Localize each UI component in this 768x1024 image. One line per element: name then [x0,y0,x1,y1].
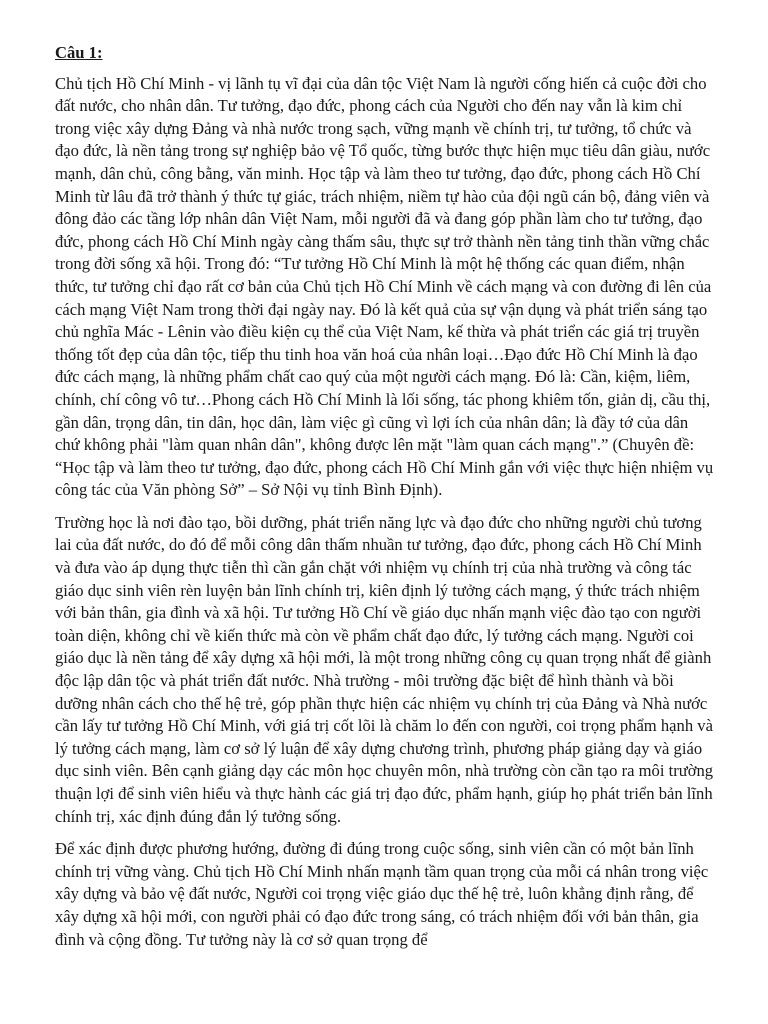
question-heading: Câu 1: [55,43,103,62]
paragraph-2: Trường học là nơi đào tạo, bồi dưỡng, phát triển năng lực và đạo đức cho những người chủ tương lai của đất nước, do đó để mỗi công dân thấm nhuần tư tưởng, đạo đức, phong cách Hồ Chí Minh và đưa vào áp dụng thực tiễn thì cần gắn chặt với nhiệm vụ chính trị của nhà trường và công tác giáo dục sinh viên rèn luyện bản lĩnh chính trị, kiên định lý tưởng cách mạng, ý thức trách nhiệm với bản thân, gia đình và xã hội. Tư tưởng Hồ Chí về giáo dục nhấn mạnh việc đào tạo con người toàn diện, không chỉ về kiến thức mà còn về phẩm chất đạo đức, lý tưởng cách mạng. Người coi giáo dục là nền tảng để xây dựng xã hội mới, là một trong những công cụ quan trọng nhất để giành độc lập dân tộc và phát triển đất nước. Nhà trường - môi trường đặc biệt để hình thành và bồi dưỡng nhân cách cho thế hệ trẻ, góp phần thực hiện các nhiệm vụ chính trị của Đảng và Nhà nước cần lấy tư tưởng Hồ Chí Minh, với giá trị cốt lõi là chăm lo đến con người, coi trọng phẩm hạnh và lý tưởng cách mạng, làm cơ sở lý luận để xây dựng chương trình, phương pháp giảng dạy và giáo dục sinh viên. Bên cạnh giảng dạy các môn học chuyên môn, nhà trường còn cần tạo ra môi trường thuận lợi để sinh viên hiểu và thực hành các giá trị đạo đức, phẩm hạnh, giúp họ phát triển bản lĩnh chính trị, xác định đúng đắn lý tưởng sống. [55,512,714,826]
paragraph-1: Chủ tịch Hồ Chí Minh - vị lãnh tụ vĩ đại của dân tộc Việt Nam là người cống hiến cả cuộc đời cho đất nước, cho nhân dân. Tư tưởng, đạo đức, phong cách của Người cho đến nay vẫn là kim chỉ trong việc xây dựng Đảng và nhà nước trong sạch, vững mạnh về chính trị, tư tưởng, tổ chức và đạo đức, là nền tảng trong sự nghiệp bảo vệ Tổ quốc, từng bước thực hiện mục tiêu dân giàu, nước mạnh, dân chủ, công bằng, văn minh. Học tập và làm theo tư tưởng, đạo đức, phong cách Hồ Chí Minh từ lâu đã trở thành ý thức tự giác, trách nhiệm, niềm tự hào của đội ngũ cán bộ, đảng viên và đông đảo các tầng lớp nhân dân Việt Nam, mỗi người đã và đang góp phần làm cho tư tưởng, đạo đức, phong cách Hồ Chí Minh ngày càng thấm sâu, thực sự trở thành nền tảng tinh thần vững chắc trong đời sống xã hội. Trong đó: “Tư tưởng Hồ Chí Minh là một hệ thống các quan điểm, nhận thức, tư tưởng chỉ đạo rất cơ bản của Chủ tịch Hồ Chí Minh về cách mạng và con đường đi lên của cách mạng Việt Nam trong thời đại ngày nay. Đó là kết quả của sự vận dụng và phát triển sáng tạo chủ nghĩa Mác - Lênin vào điều kiện cụ thể của Việt Nam, kế thừa và phát triển các giá trị truyền thống tốt đẹp của dân tộc, tiếp thu tinh hoa văn hoá của nhân loại…Đạo đức Hồ Chí Minh là đạo đức cách mạng, là những phẩm chất cao quý của một người cách mạng. Đó là: Cần, kiệm, liêm, chính, chí công vô tư…Phong cách Hồ Chí Minh là lối sống, tác phong khiêm tốn, giản dị, cầu thị, gần dân, trọng dân, tin dân, học dân, làm việc gì cũng vì lợi ích của nhân dân; là đầy tớ của dân chứ không phải "làm quan nhân dân", không được lên mặt "làm quan cách mạng".” (Chuyên đề: “Học tập và làm theo tư tưởng, đạo đức, phong cách Hồ Chí Minh gắn với việc thực hiện nhiệm vụ công tác của Văn phòng Sở” – Sở Nội vụ tỉnh Bình Định). [55,73,714,500]
paragraph-3: Để xác định được phương hướng, đường đi đúng trong cuộc sống, sinh viên cần có một bản lĩnh chính trị vững vàng. Chủ tịch Hồ Chí Minh nhấn mạnh tầm quan trọng của mỗi cá nhân trong việc xây dựng và bảo vệ đất nước, Người coi trọng việc giáo dục thế hệ trẻ, luôn khẳng định rằng, để xây dựng xã hội mới, con người phải có đạo đức trong sáng, có trách nhiệm đối với bản thân, gia đình và cộng đồng. Tư tưởng này là cơ sở quan trọng để [55,839,709,949]
